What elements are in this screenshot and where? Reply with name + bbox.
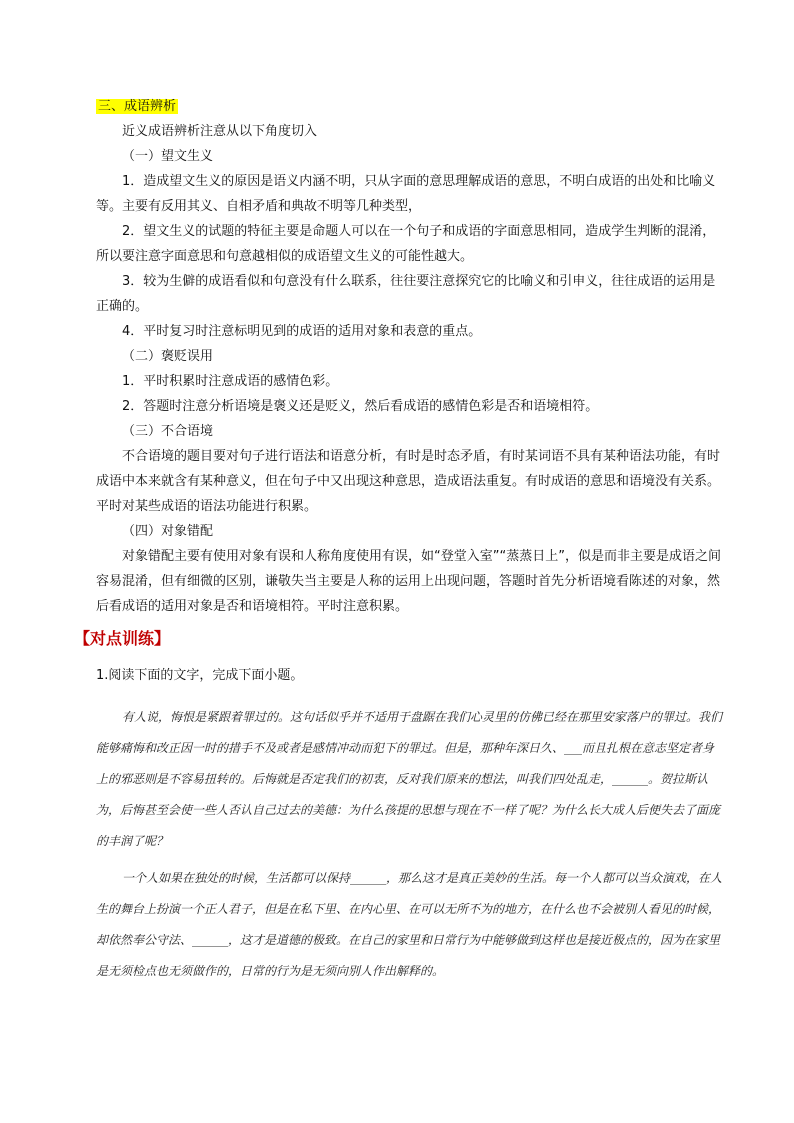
paragraph: 对象错配主要有使用对象有误和人称角度使用有误，如“登堂入室”“蒸蒸日上”，似是而非主要是成语之间容易混淆，但有细微的区别，谦敬失当主要是人称的运用上出现问题，答题时首先分析语境看陈述的对象，然后看成语的适用对象是否和语境相符。平时注意积累。 <box>96 549 721 614</box>
paragraph: 不合语境的题目要对句子进行语法和语意分析，有时是时态矛盾，有时某词语不具有某种语法功能，有时成语中本来就含有某种意义，但在句子中又出现这种意思，造成语法重复。有时成语的意思和语境没有关系。平时对某些成语的语法功能进行积累。 <box>96 449 721 514</box>
document-page <box>74 94 724 993</box>
section-title <box>96 94 724 119</box>
practice-banner: 【对点训练】 <box>74 629 171 648</box>
paragraph: 2．望文生义的试题的特征主要是命题人可以在一个句子和成语的字面意思相同，造成学生判断的混淆，所以要注意字面意思和句意越相似的成语望文生义的可能性越大。 <box>96 224 716 264</box>
subsection-title-duixiang: （四）对象错配 <box>122 524 214 539</box>
reading-paragraph: 有人说，悔恨是紧跟着罪过的。这句话似乎并不适用于盘踞在我们心灵里的仿佛已经在那里安家落户的罪过。我们能够痛悔和改正因一时的措手不及或者是感情冲动而犯下的罪过。但是，那种年深日久、___而且扎根在意志坚定者身上的邪恶则是不容易扭转的。后悔就是否定我们的初衷，反对我们原来的想法，叫我们四处乱走，______。贺拉斯认为，后悔甚至会使一些人否认自己过去的美德：为什么孩提的思想与现在不一样了呢？为什么长大成人后便失去了面庞的丰润了呢？ <box>96 710 723 848</box>
reading-paragraph: 一个人如果在独处的时候，生活都可以保持______，那么这才是真正美妙的生活。每一个人都可以当众演戏，在人生的舞台上扮演一个正人君子，但是在私下里、在内心里、在可以无所不为的地方，在什么也不会被别人看见的时候，却依然奉公守法、______，这才是道德的极致。在自己的家里和日常行为中能够做到这样也是接近极点的，因为在家里是无须检点也无须做作的，日常的行为是无须向别人作出解释的。 <box>96 871 723 978</box>
subsection-title-wangwen: （一）望文生义 <box>122 149 214 164</box>
subsection-title-baobian: （二）褒贬误用 <box>122 349 214 364</box>
section-intro: 近义成语辨析注意从以下角度切入 <box>122 124 318 139</box>
reading-passage <box>96 702 724 987</box>
highlighted-heading: 三、成语辨析 <box>98 99 177 114</box>
subsection-title-buhe: （三）不合语境 <box>122 424 214 439</box>
paragraph: 1．造成望文生义的原因是语义内涵不明，只从字面的意思理解成语的意思，不明白成语的出处和比喻义等。主要有反用其义、自相矛盾和典故不明等几种类型， <box>96 174 716 214</box>
paragraph: 3．较为生僻的成语看似和句意没有什么联系，往往要注意探究它的比喻义和引申义，往往成语的运用是正确的。 <box>96 274 716 314</box>
question-prompt: 1.阅读下面的文字，完成下面小题。 <box>96 668 304 683</box>
paragraph: 2．答题时注意分析语境是褒义还是贬义，然后看成语的感情色彩是否和语境相符。 <box>122 399 599 414</box>
paragraph: 1．平时积累时注意成语的感情色彩。 <box>122 374 339 389</box>
paragraph: 4．平时复习时注意标明见到的成语的适用对象和表意的重点。 <box>122 324 482 339</box>
